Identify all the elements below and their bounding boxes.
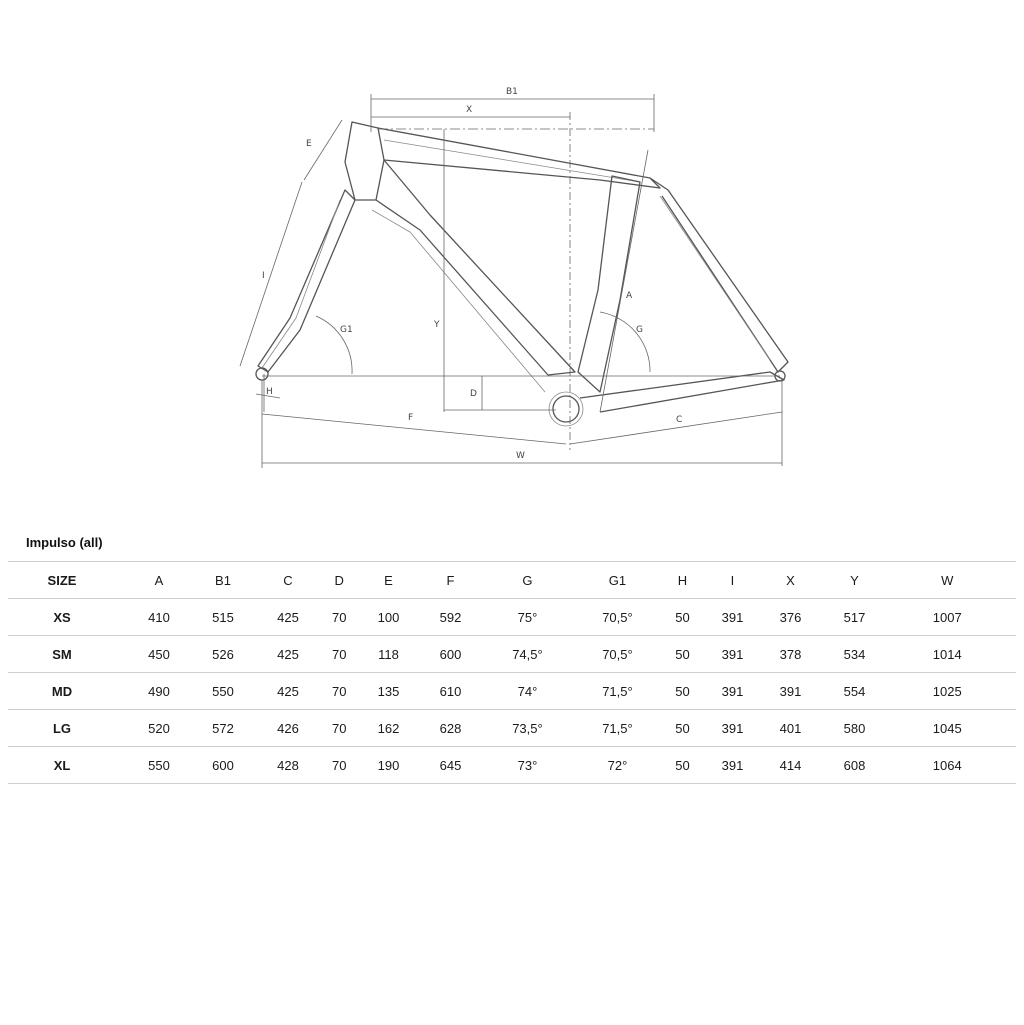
cell-w: 1014 xyxy=(878,636,1016,673)
cell-f: 610 xyxy=(430,673,470,710)
cell-i: 391 xyxy=(714,673,750,710)
table-row xyxy=(8,599,1016,636)
dim-label-f: F xyxy=(408,413,414,423)
cell-w: 1007 xyxy=(878,599,1016,636)
seat-stay xyxy=(650,178,788,372)
cell-h: 50 xyxy=(650,747,714,784)
cell-w: 1025 xyxy=(878,673,1016,710)
cell-x: 414 xyxy=(750,747,830,784)
cell-d: 70 xyxy=(332,747,346,784)
dim-label-e: E xyxy=(306,139,312,149)
cell-size: LG xyxy=(8,710,116,747)
cell-w: 1064 xyxy=(878,747,1016,784)
cell-size: XL xyxy=(8,747,116,784)
cell-b1: 572 xyxy=(202,710,244,747)
frame-drawing xyxy=(0,0,1024,500)
cell-y: 554 xyxy=(830,673,878,710)
cell-g: 74° xyxy=(470,673,584,710)
cell-b1: 515 xyxy=(202,599,244,636)
dim-label-c: C xyxy=(676,415,683,425)
col-header-d: D xyxy=(332,562,346,599)
dim-label-y: Y xyxy=(434,320,440,330)
cell-y: 580 xyxy=(830,710,878,747)
col-header-i: I xyxy=(714,562,750,599)
cell-e: 162 xyxy=(346,710,430,747)
cell-h: 50 xyxy=(650,673,714,710)
col-header-e: E xyxy=(346,562,430,599)
cell-x: 376 xyxy=(750,599,830,636)
cell-x: 391 xyxy=(750,673,830,710)
table-title: Impulso (all) xyxy=(26,535,103,550)
top-tube xyxy=(378,128,660,188)
cell-x: 378 xyxy=(750,636,830,673)
col-header-b1: B1 xyxy=(202,562,244,599)
front-dropout xyxy=(256,368,268,380)
cell-a: 450 xyxy=(116,636,202,673)
cell-g: 73° xyxy=(470,747,584,784)
cell-size: MD xyxy=(8,673,116,710)
cell-d: 70 xyxy=(332,636,346,673)
col-header-h: H xyxy=(650,562,714,599)
dim-label-d: D xyxy=(470,389,477,399)
cell-c: 425 xyxy=(244,673,332,710)
cell-i: 391 xyxy=(714,636,750,673)
dim-label-i: I xyxy=(262,271,265,281)
col-header-a: A xyxy=(116,562,202,599)
cell-d: 70 xyxy=(332,673,346,710)
cell-a: 520 xyxy=(116,710,202,747)
cell-y: 517 xyxy=(830,599,878,636)
cell-e: 100 xyxy=(346,599,430,636)
cell-a: 490 xyxy=(116,673,202,710)
col-header-g1: G1 xyxy=(584,562,650,599)
cell-w: 1045 xyxy=(878,710,1016,747)
cell-y: 534 xyxy=(830,636,878,673)
cell-g: 73,5° xyxy=(470,710,584,747)
col-header-size: SIZE xyxy=(8,562,116,599)
table-row xyxy=(8,636,1016,673)
frame-geometry-diagram xyxy=(0,0,1024,500)
cell-c: 425 xyxy=(244,599,332,636)
cell-g1: 70,5° xyxy=(584,599,650,636)
cell-d: 70 xyxy=(332,599,346,636)
cell-b1: 550 xyxy=(202,673,244,710)
dim-label-h: H xyxy=(266,387,273,397)
table-row xyxy=(8,710,1016,747)
cell-e: 190 xyxy=(346,747,430,784)
down-tube xyxy=(376,160,575,375)
table-row xyxy=(8,673,1016,710)
cell-h: 50 xyxy=(650,599,714,636)
cell-b1: 526 xyxy=(202,636,244,673)
dim-label-a: A xyxy=(626,291,633,301)
cell-a: 550 xyxy=(116,747,202,784)
cell-g1: 70,5° xyxy=(584,636,650,673)
cell-h: 50 xyxy=(650,636,714,673)
col-header-g: G xyxy=(470,562,584,599)
dim-label-w: W xyxy=(516,451,525,461)
cell-i: 391 xyxy=(714,747,750,784)
dim-label-b1: B1 xyxy=(506,87,518,97)
cell-g1: 72° xyxy=(584,747,650,784)
cell-d: 70 xyxy=(332,710,346,747)
head-tube xyxy=(345,122,384,200)
dim-label-x: X xyxy=(466,105,473,115)
col-header-c: C xyxy=(244,562,332,599)
geometry-table xyxy=(8,561,1016,784)
cell-size: XS xyxy=(8,599,116,636)
fork xyxy=(258,190,355,372)
cell-i: 391 xyxy=(714,710,750,747)
col-header-f: F xyxy=(430,562,470,599)
cell-c: 428 xyxy=(244,747,332,784)
cell-g: 74,5° xyxy=(470,636,584,673)
col-header-y: Y xyxy=(830,562,878,599)
table-header-row xyxy=(8,562,1016,599)
cell-f: 628 xyxy=(430,710,470,747)
dim-label-g1: G1 xyxy=(340,325,353,335)
bottom-bracket xyxy=(553,396,579,422)
cell-i: 391 xyxy=(714,599,750,636)
col-header-w: W xyxy=(878,562,1016,599)
table-row xyxy=(8,747,1016,784)
cell-x: 401 xyxy=(750,710,830,747)
cell-a: 410 xyxy=(116,599,202,636)
cell-g1: 71,5° xyxy=(584,710,650,747)
cell-b1: 600 xyxy=(202,747,244,784)
cell-c: 425 xyxy=(244,636,332,673)
cell-g1: 71,5° xyxy=(584,673,650,710)
cell-e: 135 xyxy=(346,673,430,710)
cell-f: 600 xyxy=(430,636,470,673)
cell-c: 426 xyxy=(244,710,332,747)
dim-label-g: G xyxy=(636,325,643,335)
cell-e: 118 xyxy=(346,636,430,673)
cell-f: 645 xyxy=(430,747,470,784)
cell-g: 75° xyxy=(470,599,584,636)
seat-tube xyxy=(578,176,640,392)
cell-size: SM xyxy=(8,636,116,673)
chain-stay xyxy=(580,372,784,412)
cell-y: 608 xyxy=(830,747,878,784)
col-header-x: X xyxy=(750,562,830,599)
cell-h: 50 xyxy=(650,710,714,747)
cell-f: 592 xyxy=(430,599,470,636)
